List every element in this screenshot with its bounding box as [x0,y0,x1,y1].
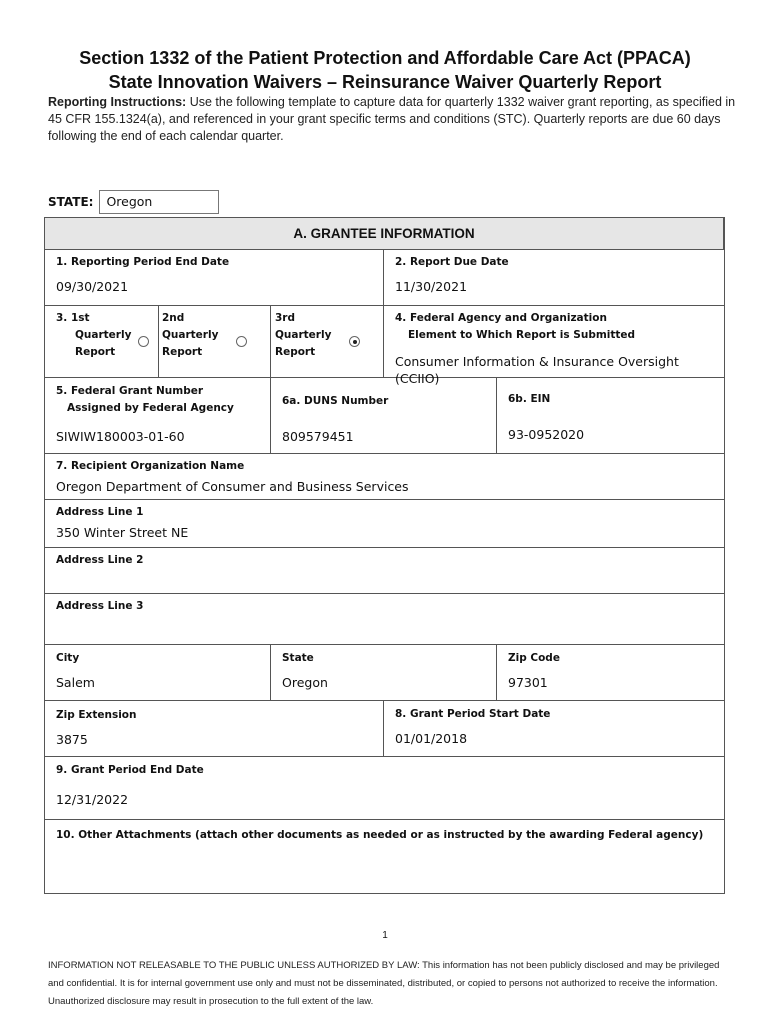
state-field-value: Oregon [282,675,328,690]
duns-number-label: 6a. DUNS Number [282,395,389,407]
duns-number-cell[interactable] [271,378,497,454]
address-line-1-cell[interactable] [45,500,724,548]
quarter-3-label-l2: Quarterly [275,329,332,341]
quarter-3-radio[interactable] [349,336,360,347]
quarter-2-label-l1: 2nd [162,312,185,324]
instructions-text: Use the following template to capture data for quarterly 1332 waiver grant reporting, as specified in 45 CFR 155.1324(a), and referenced in your grant specific terms and conditions (STC). Quarterly reports are due 60 days following the end of each calendar quarter. [48,95,736,143]
city-value: Salem [56,675,95,690]
report-due-date-value: 11/30/2021 [395,279,468,294]
federal-agency-cell[interactable] [384,306,724,386]
recipient-organization-value: Oregon Department of Consumer and Business Services [56,479,409,494]
quarter-1-radio[interactable] [138,336,149,347]
ein-label: 6b. EIN [508,393,551,405]
quarter-2-option[interactable] [159,306,271,378]
other-attachments-cell[interactable] [45,820,724,893]
address-line-2-cell[interactable] [45,548,724,594]
form-title-line1: Section 1332 of the Patient Protection and Affordable Care Act (PPACA) [79,48,691,68]
federal-grant-number-cell[interactable] [45,378,271,454]
address-line-3-cell[interactable] [45,594,724,645]
state-field-label: State [282,652,314,664]
reporting-instructions [48,94,738,145]
quarter-1-label-l3: Report [75,346,116,358]
ein-cell[interactable] [497,378,724,454]
address-line-3-label: Address Line 3 [56,600,144,612]
quarter-3-label-l3: Report [275,346,316,358]
address-line-2-label: Address Line 2 [56,554,144,566]
grant-period-end-cell[interactable] [45,757,724,820]
quarter-3-option[interactable] [271,306,384,378]
quarter-2-label-l2: Quarterly [162,329,219,341]
address-line-1-label: Address Line 1 [56,506,144,518]
quarter-1-option[interactable] [45,306,159,378]
page-number: 1 [382,930,388,941]
grant-period-end-label: 9. Grant Period End Date [56,764,204,776]
zip-extension-value: 3875 [56,732,88,747]
instructions-label: Reporting Instructions: [48,95,187,109]
federal-agency-value: Consumer Information & Insurance Oversight (CCIIO) [395,354,679,386]
quarter-2-radio[interactable] [236,336,247,347]
state-row [48,189,219,215]
grant-period-start-value: 01/01/2018 [395,731,468,746]
reporting-period-end-value: 09/30/2021 [56,279,129,294]
grantee-information-table [44,217,725,894]
federal-agency-label-l1: 4. Federal Agency and Organization [395,312,607,324]
grant-period-start-cell[interactable] [384,701,724,757]
federal-agency-label-l2: Element to Which Report is Submitted [408,329,636,341]
confidentiality-notice: INFORMATION NOT RELEASABLE TO THE PUBLIC UNLESS AUTHORIZED BY LAW: This information has not been publicly disclosed and may be privileged and confidential. It is for internal government use only and must not be disseminated, distributed, or copied to persons not authorized to receive the information. Unauthorized disclosure may result in prosecution to the full extent of the law. [48,960,720,1007]
state-cell[interactable] [271,645,497,701]
zip-extension-cell[interactable] [45,701,384,757]
zip-code-value: 97301 [508,675,548,690]
other-attachments-label: 10. Other Attachments (attach other documents as needed or as instructed by the awarding Federal agency) [56,829,704,841]
quarter-1-label-l1: 3. 1st [56,312,90,324]
grant-number-value: SIWIW180003-01-60 [56,429,185,444]
report-due-date-cell[interactable] [384,250,724,306]
zip-code-label: Zip Code [508,652,560,664]
report-due-date-label: 2. Report Due Date [395,256,509,268]
zip-extension-label: Zip Extension [56,709,137,721]
address-line-1-value: 350 Winter Street NE [56,525,189,540]
state-input[interactable]: Oregon [99,190,219,214]
city-cell[interactable] [45,645,271,701]
zip-code-cell[interactable] [497,645,724,701]
ein-value: 93-0952020 [508,427,585,442]
grant-number-label-l2: Assigned by Federal Agency [67,402,234,414]
quarter-3-label-l1: 3rd [275,312,296,324]
recipient-organization-label: 7. Recipient Organization Name [56,460,245,472]
recipient-organization-cell[interactable] [45,454,724,500]
section-a-header: A. GRANTEE INFORMATION [45,218,724,250]
city-label: City [56,652,80,664]
state-label: STATE: [48,195,94,209]
quarter-2-label-l3: Report [162,346,203,358]
quarter-1-label-l2: Quarterly [75,329,132,341]
grant-period-start-label: 8. Grant Period Start Date [395,708,551,720]
grant-period-end-value: 12/31/2022 [56,792,129,807]
reporting-period-end-cell[interactable] [45,250,384,306]
duns-number-value: 809579451 [282,429,354,444]
grant-number-label-l1: 5. Federal Grant Number [56,385,204,397]
reporting-period-end-label: 1. Reporting Period End Date [56,256,230,268]
form-title-line2: State Innovation Waivers – Reinsurance Waiver Quarterly Report [108,72,662,92]
